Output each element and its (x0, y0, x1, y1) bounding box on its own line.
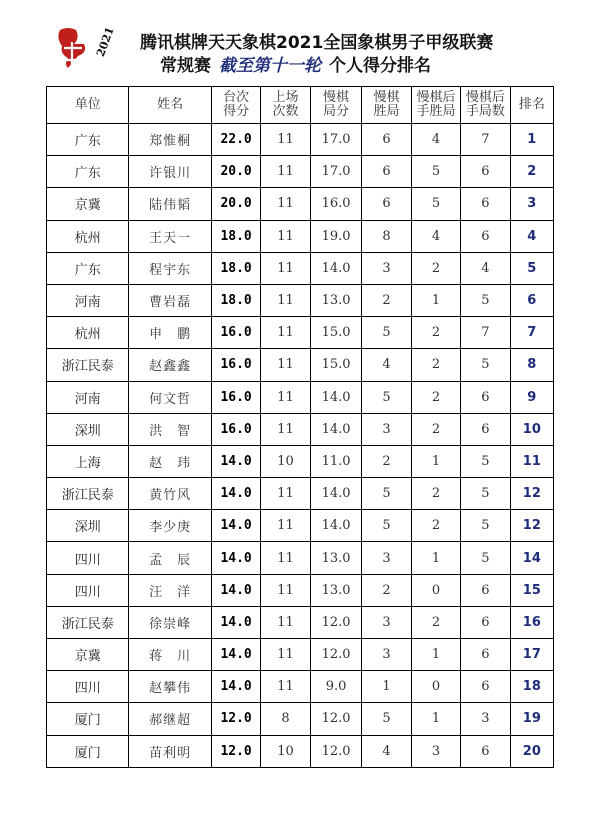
cell-rank: 12 (510, 510, 553, 542)
cell-unit: 河南 (47, 284, 129, 316)
cell-table-score: 12.0 (211, 735, 260, 767)
cell-slow-black-games: 5 (461, 349, 510, 381)
cell-slow-points: 14.0 (310, 381, 362, 413)
cell-slow-points: 13.0 (310, 542, 362, 574)
cell-games-played: 11 (261, 671, 310, 703)
col-header-rank: 排名 (510, 87, 553, 124)
col-header-slow-black-games: 慢棋后 手局数 (461, 87, 510, 124)
cell-games-played: 11 (261, 156, 310, 188)
cell-slow-wins: 3 (362, 413, 411, 445)
cell-slow-wins: 4 (362, 735, 411, 767)
cell-games-played: 8 (261, 703, 310, 735)
cell-slow-black-games: 4 (461, 252, 510, 284)
cell-table-score: 16.0 (211, 349, 260, 381)
table-row (47, 349, 554, 381)
cell-slow-black-wins: 5 (411, 156, 460, 188)
cell-rank: 5 (510, 252, 553, 284)
cell-unit: 浙江民泰 (47, 606, 129, 638)
table-row (47, 703, 554, 735)
cell-slow-black-games: 6 (461, 671, 510, 703)
table-header-row (47, 87, 554, 124)
table-row (47, 413, 554, 445)
cell-unit: 四川 (47, 671, 129, 703)
cell-rank: 18 (510, 671, 553, 703)
table-row (47, 156, 554, 188)
cell-table-score: 16.0 (211, 413, 260, 445)
cell-unit: 杭州 (47, 220, 129, 252)
cell-slow-black-games: 6 (461, 574, 510, 606)
cell-rank: 8 (510, 349, 553, 381)
cell-games-played: 11 (261, 124, 310, 156)
cell-slow-black-wins: 0 (411, 574, 460, 606)
cell-rank: 15 (510, 574, 553, 606)
cell-slow-points: 12.0 (310, 606, 362, 638)
cell-slow-black-wins: 4 (411, 124, 460, 156)
page-subtitle (160, 51, 431, 76)
cell-games-played: 11 (261, 317, 310, 349)
cell-slow-black-wins: 1 (411, 445, 460, 477)
cell-slow-points: 14.0 (310, 252, 362, 284)
cell-player-name: 赵鑫鑫 (129, 349, 211, 381)
cell-slow-wins: 6 (362, 156, 411, 188)
cell-slow-wins: 2 (362, 445, 411, 477)
cell-slow-points: 13.0 (310, 574, 362, 606)
cell-player-name: 申 鹏 (129, 317, 211, 349)
cell-slow-wins: 3 (362, 542, 411, 574)
cell-unit: 广东 (47, 156, 129, 188)
cell-unit: 厦门 (47, 735, 129, 767)
cell-player-name: 王天一 (129, 220, 211, 252)
cell-games-played: 11 (261, 574, 310, 606)
cell-slow-black-wins: 4 (411, 220, 460, 252)
cell-games-played: 11 (261, 349, 310, 381)
cell-games-played: 11 (261, 188, 310, 220)
subtitle-round-keyword: 截至第十一轮 (219, 56, 321, 76)
cell-unit: 河南 (47, 381, 129, 413)
cell-slow-black-wins: 2 (411, 606, 460, 638)
cell-slow-black-games: 6 (461, 606, 510, 638)
cell-rank: 2 (510, 156, 553, 188)
cell-table-score: 12.0 (211, 703, 260, 735)
cell-slow-points: 15.0 (310, 349, 362, 381)
cell-slow-points: 14.0 (310, 510, 362, 542)
col-header-slow-points: 慢棋 局分 (310, 87, 362, 124)
table-row (47, 510, 554, 542)
cell-rank: 1 (510, 124, 553, 156)
cell-table-score: 14.0 (211, 542, 260, 574)
cell-slow-black-games: 5 (461, 478, 510, 510)
table-row (47, 671, 554, 703)
cell-slow-points: 11.0 (310, 445, 362, 477)
cell-player-name: 郑惟桐 (129, 124, 211, 156)
cell-slow-black-games: 3 (461, 703, 510, 735)
cell-slow-wins: 8 (362, 220, 411, 252)
cell-slow-black-games: 5 (461, 445, 510, 477)
col-header-unit: 单位 (47, 87, 129, 124)
cell-slow-wins: 5 (362, 703, 411, 735)
cell-slow-points: 12.0 (310, 639, 362, 671)
cell-games-played: 11 (261, 542, 310, 574)
cell-rank: 7 (510, 317, 553, 349)
cell-table-score: 18.0 (211, 252, 260, 284)
cell-games-played: 11 (261, 284, 310, 316)
cell-unit: 深圳 (47, 413, 129, 445)
cell-table-score: 14.0 (211, 639, 260, 671)
cell-slow-black-wins: 2 (411, 317, 460, 349)
table-row (47, 284, 554, 316)
cell-slow-black-wins: 2 (411, 349, 460, 381)
cell-table-score: 14.0 (211, 671, 260, 703)
cell-slow-black-games: 6 (461, 381, 510, 413)
cell-slow-points: 12.0 (310, 735, 362, 767)
cell-slow-black-wins: 2 (411, 252, 460, 284)
table-row (47, 317, 554, 349)
cell-slow-wins: 5 (362, 381, 411, 413)
cell-games-played: 11 (261, 220, 310, 252)
cell-player-name: 黄竹风 (129, 478, 211, 510)
cell-slow-black-wins: 3 (411, 735, 460, 767)
cell-slow-black-games: 7 (461, 317, 510, 349)
cell-table-score: 20.0 (211, 188, 260, 220)
cell-unit: 四川 (47, 574, 129, 606)
cell-slow-points: 12.0 (310, 703, 362, 735)
cell-slow-black-wins: 2 (411, 413, 460, 445)
cell-table-score: 22.0 (211, 124, 260, 156)
cell-games-played: 11 (261, 478, 310, 510)
cell-rank: 17 (510, 639, 553, 671)
cell-table-score: 14.0 (211, 510, 260, 542)
cell-unit: 四川 (47, 542, 129, 574)
cell-slow-points: 9.0 (310, 671, 362, 703)
cell-slow-black-games: 6 (461, 188, 510, 220)
table-row (47, 574, 554, 606)
cell-rank: 16 (510, 606, 553, 638)
cell-player-name: 郝继超 (129, 703, 211, 735)
cell-slow-black-wins: 5 (411, 188, 460, 220)
table-body (47, 124, 554, 768)
table-row (47, 478, 554, 510)
cell-slow-black-wins: 0 (411, 671, 460, 703)
table-row (47, 381, 554, 413)
cell-slow-black-games: 6 (461, 639, 510, 671)
cell-unit: 广东 (47, 252, 129, 284)
table-row (47, 252, 554, 284)
cell-player-name: 洪 智 (129, 413, 211, 445)
cell-rank: 3 (510, 188, 553, 220)
cell-rank: 10 (510, 413, 553, 445)
logo-year-text: 2021 (94, 25, 117, 59)
cell-player-name: 蒋 川 (129, 639, 211, 671)
cell-table-score: 14.0 (211, 445, 260, 477)
col-header-table-score: 台次 得分 (211, 87, 260, 124)
cell-player-name: 汪 洋 (129, 574, 211, 606)
subtitle-prefix: 常规赛 (160, 56, 211, 76)
page-title: 腾讯棋牌天天象棋2021全国象棋男子甲级联赛 (140, 33, 494, 53)
col-header-slow-wins: 慢棋 胜局 (362, 87, 411, 124)
cell-player-name: 陆伟韬 (129, 188, 211, 220)
table-row (47, 735, 554, 767)
cell-rank: 4 (510, 220, 553, 252)
cell-unit: 浙江民泰 (47, 349, 129, 381)
cell-table-score: 14.0 (211, 574, 260, 606)
cell-slow-black-wins: 2 (411, 510, 460, 542)
cell-player-name: 苗利明 (129, 735, 211, 767)
cell-unit: 杭州 (47, 317, 129, 349)
cell-slow-black-wins: 1 (411, 542, 460, 574)
cell-games-played: 11 (261, 510, 310, 542)
cell-slow-wins: 2 (362, 574, 411, 606)
ranking-table (46, 86, 554, 768)
cell-table-score: 16.0 (211, 317, 260, 349)
cell-slow-wins: 6 (362, 124, 411, 156)
cell-slow-black-games: 5 (461, 542, 510, 574)
cell-unit: 上海 (47, 445, 129, 477)
cell-rank: 14 (510, 542, 553, 574)
cell-unit: 深圳 (47, 510, 129, 542)
cell-rank: 6 (510, 284, 553, 316)
cell-player-name: 孟 辰 (129, 542, 211, 574)
subtitle-suffix: 个人得分排名 (329, 56, 431, 76)
cell-player-name: 赵 玮 (129, 445, 211, 477)
table-row (47, 606, 554, 638)
cell-slow-wins: 5 (362, 510, 411, 542)
cell-slow-wins: 4 (362, 349, 411, 381)
cell-games-played: 11 (261, 413, 310, 445)
tournament-logo (54, 24, 117, 78)
cell-slow-wins: 3 (362, 639, 411, 671)
cell-rank: 11 (510, 445, 553, 477)
cell-table-score: 18.0 (211, 220, 260, 252)
cell-slow-black-games: 5 (461, 510, 510, 542)
cell-player-name: 李少庚 (129, 510, 211, 542)
cell-player-name: 程宇东 (129, 252, 211, 284)
table-row (47, 124, 554, 156)
cell-slow-wins: 3 (362, 606, 411, 638)
cell-slow-wins: 5 (362, 478, 411, 510)
cell-games-played: 10 (261, 445, 310, 477)
cell-unit: 浙江民泰 (47, 478, 129, 510)
cell-slow-wins: 5 (362, 317, 411, 349)
table-row (47, 445, 554, 477)
cell-slow-points: 15.0 (310, 317, 362, 349)
cell-table-score: 20.0 (211, 156, 260, 188)
col-header-slow-black-wins: 慢棋后 手胜局 (411, 87, 460, 124)
cell-unit: 广东 (47, 124, 129, 156)
cell-rank: 12 (510, 478, 553, 510)
cell-player-name: 何文哲 (129, 381, 211, 413)
cell-slow-black-games: 6 (461, 413, 510, 445)
cell-slow-points: 16.0 (310, 188, 362, 220)
col-header-games-played: 上场 次数 (261, 87, 310, 124)
cell-unit: 厦门 (47, 703, 129, 735)
table-row (47, 542, 554, 574)
cell-rank: 9 (510, 381, 553, 413)
cell-slow-black-wins: 1 (411, 703, 460, 735)
table-row (47, 220, 554, 252)
cell-games-played: 10 (261, 735, 310, 767)
cell-slow-points: 14.0 (310, 413, 362, 445)
cell-slow-wins: 3 (362, 252, 411, 284)
cell-slow-black-games: 6 (461, 156, 510, 188)
table-row (47, 188, 554, 220)
cell-slow-points: 17.0 (310, 124, 362, 156)
cell-slow-black-games: 6 (461, 735, 510, 767)
cell-table-score: 14.0 (211, 478, 260, 510)
cell-slow-points: 14.0 (310, 478, 362, 510)
cell-rank: 19 (510, 703, 553, 735)
cell-slow-black-wins: 1 (411, 284, 460, 316)
cell-slow-wins: 2 (362, 284, 411, 316)
cell-player-name: 赵攀伟 (129, 671, 211, 703)
cell-slow-black-games: 5 (461, 284, 510, 316)
table-row (47, 639, 554, 671)
cell-slow-black-wins: 1 (411, 639, 460, 671)
cell-unit: 京冀 (47, 639, 129, 671)
cell-games-played: 11 (261, 606, 310, 638)
cell-rank: 20 (510, 735, 553, 767)
cell-slow-wins: 1 (362, 671, 411, 703)
cell-slow-points: 19.0 (310, 220, 362, 252)
cell-player-name: 徐崇峰 (129, 606, 211, 638)
cell-slow-black-games: 7 (461, 124, 510, 156)
cell-player-name: 曹岩磊 (129, 284, 211, 316)
cell-games-played: 11 (261, 381, 310, 413)
cell-player-name: 许银川 (129, 156, 211, 188)
cell-games-played: 11 (261, 252, 310, 284)
cell-slow-black-wins: 2 (411, 478, 460, 510)
cell-unit: 京冀 (47, 188, 129, 220)
cell-table-score: 16.0 (211, 381, 260, 413)
cell-slow-black-wins: 2 (411, 381, 460, 413)
cell-slow-points: 17.0 (310, 156, 362, 188)
cell-table-score: 14.0 (211, 606, 260, 638)
cell-slow-points: 13.0 (310, 284, 362, 316)
cell-table-score: 18.0 (211, 284, 260, 316)
cell-games-played: 11 (261, 639, 310, 671)
col-header-name: 姓名 (129, 87, 211, 124)
cell-slow-black-games: 6 (461, 220, 510, 252)
cell-slow-wins: 6 (362, 188, 411, 220)
